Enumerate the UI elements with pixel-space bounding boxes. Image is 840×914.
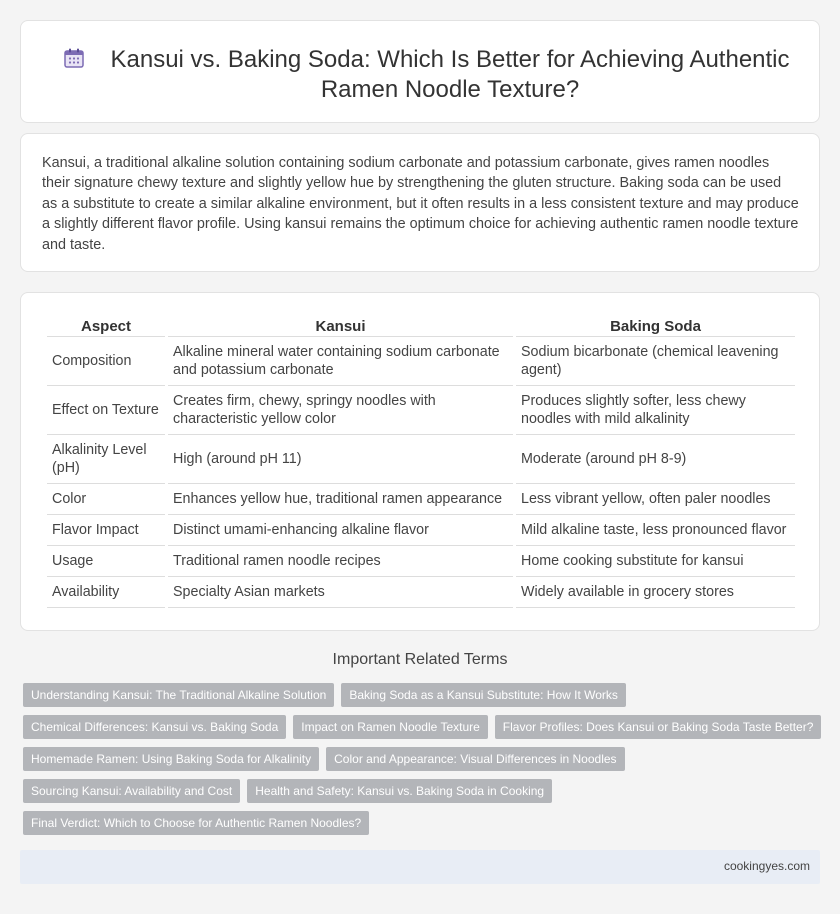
related-term-tag[interactable]: Homemade Ramen: Using Baking Soda for Alkalinity	[23, 747, 319, 771]
table-header-row	[47, 315, 795, 337]
aspect-cell: Usage	[47, 546, 165, 577]
footer-site-link[interactable]: cookingyes.com	[723, 859, 810, 873]
calendar-icon	[63, 47, 85, 69]
aspect-cell: Effect on Texture	[47, 386, 165, 435]
baking-soda-cell: Moderate (around pH 8-9)	[516, 435, 795, 484]
kansui-cell: Enhances yellow hue, traditional ramen appearance	[168, 484, 513, 515]
related-terms-list	[23, 683, 823, 843]
related-term-tag[interactable]: Final Verdict: Which to Choose for Authentic Ramen Noodles?	[23, 811, 369, 835]
title-card	[20, 20, 820, 123]
table-row	[47, 386, 795, 435]
comparison-table	[44, 315, 798, 608]
comparison-card	[20, 292, 820, 631]
baking-soda-cell: Produces slightly softer, less chewy noodles with mild alkalinity	[516, 386, 795, 435]
kansui-cell: Creates firm, chewy, springy noodles with characteristic yellow color	[168, 386, 513, 435]
aspect-cell: Availability	[47, 577, 165, 608]
table-row	[47, 435, 795, 484]
table-row	[47, 484, 795, 515]
table-row	[47, 515, 795, 546]
page-title: Kansui vs. Baking Soda: Which Is Better for Achieving Authentic Ramen Noodle Texture?	[110, 46, 790, 103]
aspect-cell: Color	[47, 484, 165, 515]
related-term-tag[interactable]: Color and Appearance: Visual Differences in Noodles	[326, 747, 624, 771]
header-baking-soda: Baking Soda	[516, 315, 795, 337]
related-terms-heading: Important Related Terms	[332, 651, 508, 668]
kansui-cell: Distinct umami-enhancing alkaline flavor	[168, 515, 513, 546]
kansui-cell: Alkaline mineral water containing sodium carbonate and potassium carbonate	[168, 337, 513, 386]
kansui-cell: High (around pH 11)	[168, 435, 513, 484]
table-row	[47, 577, 795, 608]
kansui-cell: Specialty Asian markets	[168, 577, 513, 608]
table-row	[47, 546, 795, 577]
aspect-cell: Alkalinity Level (pH)	[47, 435, 165, 484]
baking-soda-cell: Mild alkaline taste, less pronounced flavor	[516, 515, 795, 546]
baking-soda-cell: Less vibrant yellow, often paler noodles	[516, 484, 795, 515]
related-term-tag[interactable]: Chemical Differences: Kansui vs. Baking Soda	[23, 715, 286, 739]
related-term-tag[interactable]: Health and Safety: Kansui vs. Baking Soda in Cooking	[247, 779, 552, 803]
header-kansui: Kansui	[168, 315, 513, 337]
related-term-tag[interactable]: Flavor Profiles: Does Kansui or Baking Soda Taste Better?	[495, 715, 822, 739]
aspect-cell: Flavor Impact	[47, 515, 165, 546]
header-aspect: Aspect	[47, 315, 165, 337]
table-row	[47, 337, 795, 386]
baking-soda-cell: Home cooking substitute for kansui	[516, 546, 795, 577]
aspect-cell: Composition	[47, 337, 165, 386]
related-term-tag[interactable]: Sourcing Kansui: Availability and Cost	[23, 779, 240, 803]
related-term-tag[interactable]: Baking Soda as a Kansui Substitute: How It Works	[341, 683, 626, 707]
related-term-tag[interactable]: Understanding Kansui: The Traditional Alkaline Solution	[23, 683, 334, 707]
intro-card	[20, 133, 820, 272]
footer	[20, 850, 820, 884]
baking-soda-cell: Sodium bicarbonate (chemical leavening agent)	[516, 337, 795, 386]
intro-paragraph: Kansui, a traditional alkaline solution containing sodium carbonate and potassium carbonate, gives ramen noodles their signature chewy texture and slightly yellow hue by strengthening the gluten structure. Baking soda can be used as a substitute to create a similar alkaline environment, but it often results in a less consistent texture and may produce a slightly different flavor profile. Using kansui remains the optimum choice for achieving authentic ramen noodle texture and taste.	[42, 155, 799, 253]
related-term-tag[interactable]: Impact on Ramen Noodle Texture	[293, 715, 488, 739]
kansui-cell: Traditional ramen noodle recipes	[168, 546, 513, 577]
baking-soda-cell: Widely available in grocery stores	[516, 577, 795, 608]
